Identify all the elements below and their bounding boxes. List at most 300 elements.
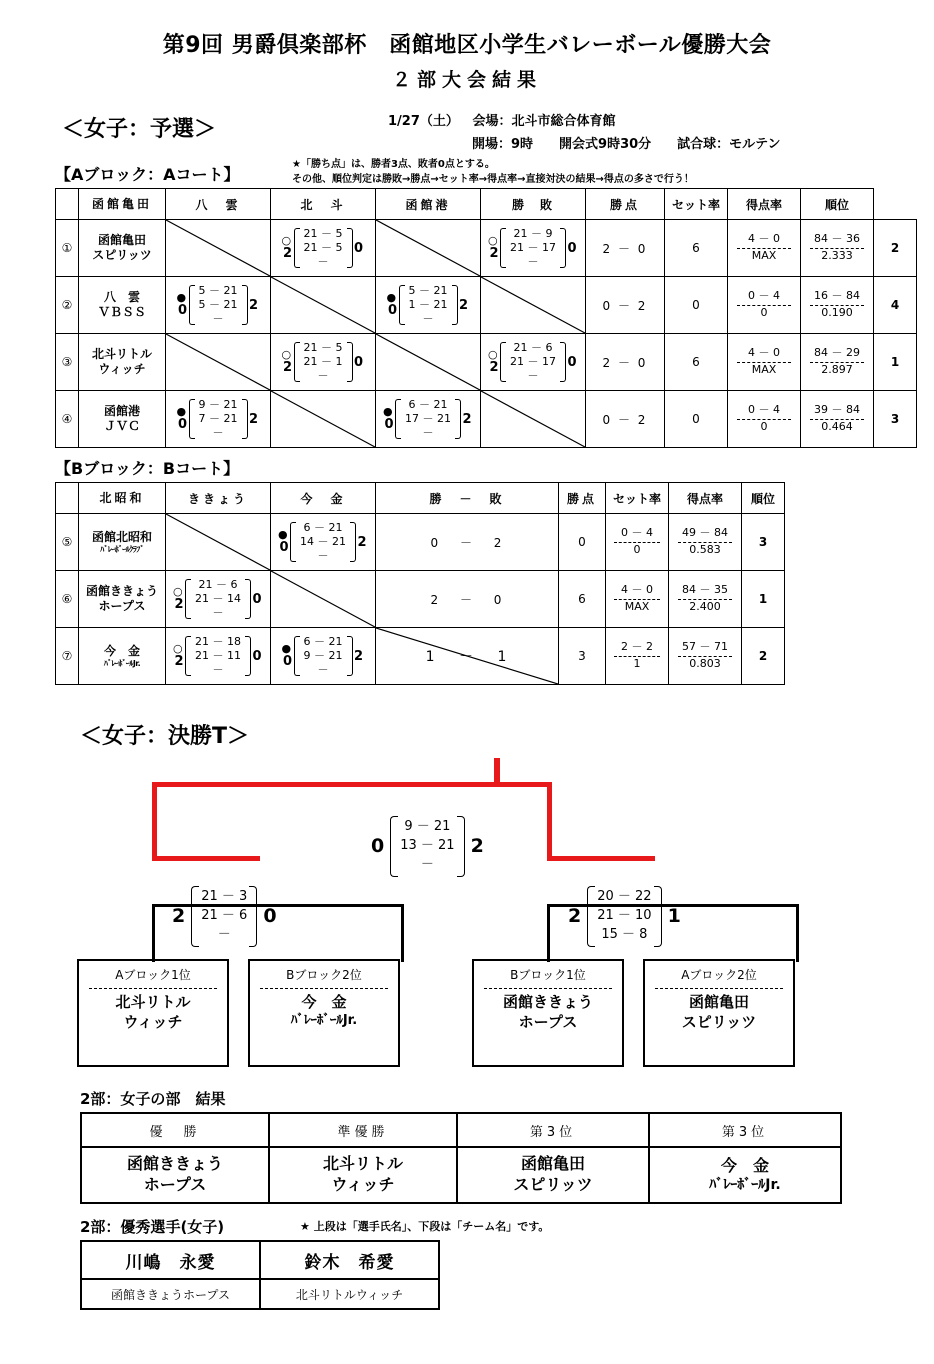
set-score-2: 21 － 1 (303, 355, 343, 369)
pointrate-top: 84 － 29 (814, 346, 860, 360)
points-value: 3 (559, 628, 606, 685)
bracket-team-name-line2: ウィッチ (123, 1012, 183, 1031)
setrate-value (606, 514, 669, 571)
col-no (56, 483, 79, 514)
row-number: ⑥ (56, 571, 79, 628)
semiright-set-2: 21 － 10 (597, 907, 652, 923)
points-value: 0 (665, 277, 728, 334)
pointrate-bottom: 2.897 (821, 363, 853, 376)
final-set-1: 9 － 21 (404, 819, 451, 834)
sets-won: 0 (279, 540, 289, 555)
block-a-table (55, 188, 917, 448)
result-mark: ○ (173, 642, 183, 655)
set-score-2: 5 － 21 (198, 298, 238, 312)
col-opponent-3: 函館港 (376, 189, 481, 220)
row-number: ④ (56, 391, 79, 448)
setrate-value (728, 277, 801, 334)
bracket-line-right-span (547, 856, 655, 861)
setrate-top: 0 － 4 (748, 289, 780, 303)
team-name (79, 334, 166, 391)
page-subtitle: ２部大会結果 (391, 69, 542, 91)
setrate-top: 0 － 4 (621, 526, 653, 540)
pointrate-top: 84 － 36 (814, 232, 860, 246)
rule-note-1: ★「勝ち点」は、勝者3点、敗者0点とする。 (292, 159, 495, 170)
results-value-3-line1: 函館亀田 (520, 1154, 585, 1174)
bracket-team-box (77, 959, 229, 1067)
sets-won: 2 (489, 360, 499, 375)
rank-value: 2 (742, 628, 785, 685)
set-scores (185, 578, 251, 619)
bracket-line-sr-r (796, 904, 799, 962)
match-cell (271, 334, 376, 391)
pointrate-bottom: 2.333 (821, 249, 853, 262)
bracket-team-name-line2: ﾊﾞﾚｰﾎﾞｰﾙJr. (290, 1012, 358, 1028)
set-score-2: 21 － 11 (195, 649, 241, 663)
match-cell-self (271, 277, 376, 334)
set-score-1: 6 － 21 (303, 521, 343, 535)
team-name-line1: 今 金 (103, 643, 140, 658)
bracket-seed: Bブロック2位 (260, 961, 388, 989)
team-name-line1: 八 雲 (103, 290, 140, 304)
bracket-team-box (643, 959, 795, 1067)
mvp-name-row (81, 1241, 439, 1279)
set-score-3: － (422, 425, 434, 439)
team-name-line1: 函館ききょう (85, 584, 158, 598)
row-number: ③ (56, 334, 79, 391)
set-score-1: 5 － 21 (408, 284, 448, 298)
set-scores (189, 284, 248, 325)
setrate-bottom: 0 (633, 543, 641, 556)
bracket-line-sl-r (401, 904, 404, 962)
sets-lost: 2 (353, 648, 364, 664)
col-opponent-2: 北 斗 (271, 189, 376, 220)
final-set-scores (390, 816, 464, 877)
set-score-3: － (212, 425, 224, 439)
results-header-4: 第3位 (649, 1113, 841, 1147)
bracket-team-name (79, 993, 227, 1032)
event-date: 1/27（土） (388, 114, 459, 129)
results-table (80, 1112, 842, 1204)
team-name-line2: ﾊﾞﾚｰﾎﾞｰﾙｸﾗﾌﾞ (100, 544, 144, 554)
set-score-3: － (317, 368, 329, 382)
result-mark: ○ (488, 234, 498, 247)
sets-won: 0 (177, 303, 188, 318)
winloss-value: 2 － 0 (586, 334, 665, 391)
set-score-3: － (212, 311, 224, 325)
set-score-1: 21 － 6 (198, 578, 238, 592)
set-score-1: 21 － 5 (303, 227, 343, 241)
semileft-left-score: 2 (172, 905, 186, 928)
sets-lost: 0 (252, 591, 262, 607)
semifinal-left-score (166, 886, 283, 947)
sets-lost: 2 (248, 297, 259, 313)
sets-lost: 0 (567, 240, 577, 256)
sets-won: 0 (177, 417, 188, 432)
match-cell-self (481, 277, 586, 334)
col-points: 勝点 (559, 483, 606, 514)
bracket-team-name (645, 993, 793, 1032)
col-points: 勝点 (586, 189, 665, 220)
bracket-line-sr-l (547, 904, 550, 962)
set-score-1: 21 － 18 (195, 635, 241, 649)
sets-lost: 0 (353, 240, 364, 256)
sets-won: 2 (282, 246, 293, 261)
team-name (79, 628, 166, 685)
match-cell-self (166, 514, 271, 571)
points-value: 6 (665, 220, 728, 277)
match-cell (166, 391, 271, 448)
sets-lost: 2 (462, 411, 472, 427)
pointrate-top: 57 － 71 (682, 640, 728, 654)
results-header-row (81, 1113, 841, 1147)
semileft-set-scores (191, 886, 257, 947)
team-name (79, 220, 166, 277)
team-name-line1: 北斗リトル (91, 347, 152, 361)
set-score-3: － (317, 548, 329, 562)
set-score-1: 21 － 9 (513, 227, 553, 241)
set-score-2: 21 － 14 (195, 592, 241, 606)
table-row (56, 277, 917, 334)
sets-lost: 0 (353, 354, 364, 370)
row-number: ① (56, 220, 79, 277)
results-value-1 (81, 1147, 269, 1203)
match-cell (166, 571, 271, 628)
table-row (56, 334, 917, 391)
pointrate-bottom: 0.190 (821, 306, 853, 319)
setrate-value (728, 220, 801, 277)
bracket-team-name-line1: 函館亀田 (688, 993, 749, 1011)
match-cell (271, 514, 376, 571)
setrate-top: 4 － 0 (748, 346, 780, 360)
sets-won: 0 (384, 417, 394, 432)
winloss-value: 0 － 2 (376, 514, 559, 571)
sets-lost: 0 (567, 354, 577, 370)
results-header-1: 優 勝 (81, 1113, 269, 1147)
sets-lost: 0 (252, 648, 262, 664)
table-row (56, 514, 785, 571)
semiright-set-1: 20 － 22 (597, 889, 652, 904)
match-cell (376, 391, 481, 448)
points-value: 6 (559, 571, 606, 628)
semiright-right-score: 1 (667, 905, 681, 928)
winloss-value: 0 － 2 (586, 277, 665, 334)
rank-value: 3 (742, 514, 785, 571)
results-value-2-line1: 北斗リトル (322, 1154, 403, 1174)
results-value-row (81, 1147, 841, 1203)
bracket-team-name-line2: ホープス (518, 1012, 578, 1031)
setrate-bottom: 0 (760, 306, 768, 319)
pointrate-bottom: 0.803 (689, 657, 721, 670)
block-b-table (55, 482, 785, 685)
setrate-top: 2 － 2 (621, 640, 653, 654)
sets-won: 2 (489, 246, 499, 261)
bracket-team-box (472, 959, 624, 1067)
pointrate-value (801, 391, 874, 448)
results-value-4 (649, 1147, 841, 1203)
set-scores (294, 341, 353, 382)
set-scores (294, 227, 353, 268)
semiright-set-scores (587, 886, 661, 947)
pointrate-top: 39 － 84 (814, 403, 860, 417)
setrate-value (606, 571, 669, 628)
results-title: 2部：女子の部 結果 (80, 1090, 226, 1108)
col-rank: 順位 (801, 189, 874, 220)
set-score-2: 21 － 5 (303, 241, 343, 255)
results-header-3: 第3位 (457, 1113, 649, 1147)
col-opponent-1: ききょう (166, 483, 271, 514)
team-name-line2: ＶＢＳＳ (97, 305, 146, 319)
set-scores (399, 284, 458, 325)
block-a-label: 【Aブロック：Aコート】 (55, 165, 240, 184)
rule-note-2: その他、順位判定は勝敗→勝点→セット率→得点率→直接対決の結果→得点の多さで行う！ (292, 173, 694, 185)
team-name-line1: 函館亀田 (97, 233, 146, 247)
table-row (56, 628, 785, 685)
pointrate-bottom: 0.464 (821, 420, 853, 433)
col-team: 函館亀田 (79, 189, 166, 220)
match-cell (271, 220, 376, 277)
pointrate-value (669, 514, 742, 571)
results-value-2 (269, 1147, 457, 1203)
set-scores (500, 341, 566, 382)
table-header-row (56, 483, 785, 514)
bracket-team-name-line1: 函館ききょう (502, 993, 593, 1011)
match-cell (166, 277, 271, 334)
col-opponent-1: 八 雲 (166, 189, 271, 220)
result-mark: ○ (281, 234, 292, 247)
bracket-team-name-line2: スピリッツ (681, 1012, 757, 1031)
final-set-2: 13 － 21 (400, 837, 455, 853)
set-scores (185, 635, 251, 676)
page-title: 第9回 男爵倶楽部杯 函館地区小学生バレーボール優勝大会 (162, 33, 772, 58)
set-score-2: 21 － 17 (510, 241, 556, 255)
set-score-1: 9 － 21 (198, 398, 238, 412)
result-mark: ○ (488, 348, 498, 361)
venue-info (388, 110, 781, 157)
event-times: 開場：9時 開会式9時30分 試合球：モルテン (472, 137, 781, 153)
set-score-3: － (422, 311, 434, 325)
match-cell-self (166, 220, 271, 277)
setrate-value (728, 391, 801, 448)
row-number: ⑤ (56, 514, 79, 571)
result-mark: ● (383, 405, 393, 418)
set-scores (294, 635, 353, 676)
semileft-set-3: － (217, 926, 231, 942)
sets-won: 2 (174, 654, 184, 669)
table-row (56, 220, 917, 277)
winloss-value: 0 － 2 (586, 391, 665, 448)
set-scores (189, 398, 248, 439)
mvp-table (80, 1240, 440, 1310)
final-left-score: 0 (371, 835, 385, 858)
set-score-1: 21 － 6 (513, 341, 553, 355)
row-number: ⑦ (56, 628, 79, 685)
results-value-3 (457, 1147, 649, 1203)
rank-value: 1 (874, 334, 917, 391)
team-name-line2: ﾊﾞﾚｰﾎﾞｰﾙJr. (103, 658, 141, 668)
winloss-diagonal-cell (376, 628, 559, 685)
pointrate-top: 16 － 84 (814, 289, 860, 303)
sets-won: 2 (174, 597, 184, 612)
semiright-set-3: 15 － 8 (601, 926, 648, 942)
set-score-1: 21 － 5 (303, 341, 343, 355)
team-name (79, 571, 166, 628)
col-setrate: セット率 (606, 483, 669, 514)
col-pointrate: 得点率 (669, 483, 742, 514)
semifinal-right-score (562, 886, 687, 947)
results-value-1-line2: ホープス (143, 1175, 207, 1194)
result-mark: ○ (173, 585, 183, 598)
results-value-3-line2: スピリッツ (513, 1175, 593, 1194)
semileft-set-2: 21 － 6 (201, 907, 248, 923)
final-right-score: 2 (470, 835, 484, 858)
pointrate-value (669, 628, 742, 685)
final-score (365, 816, 490, 877)
sets-lost: 2 (248, 411, 259, 427)
set-score-2: 9 － 21 (303, 649, 343, 663)
results-value-1-line1: 函館ききょう (126, 1154, 223, 1174)
setrate-bottom: 1 (633, 657, 641, 670)
col-rank: 順位 (742, 483, 785, 514)
set-score-2: 7 － 21 (198, 412, 238, 426)
team-name-line2: ウィッチ (98, 362, 146, 376)
pointrate-bottom: 0.583 (689, 543, 721, 556)
table-header-row (56, 189, 917, 220)
setrate-bottom: MAX (751, 363, 777, 376)
bracket-line-left-span (152, 856, 260, 861)
rank-value: 2 (874, 220, 917, 277)
set-score-2: 21 － 17 (510, 355, 556, 369)
team-name-line1: 函館港 (103, 404, 140, 418)
pointrate-top: 49 － 84 (682, 526, 728, 540)
pointrate-value (669, 571, 742, 628)
set-scores (500, 227, 566, 268)
semiright-left-score: 2 (568, 905, 582, 928)
points-value: 0 (559, 514, 606, 571)
set-score-3: － (317, 254, 329, 268)
match-cell-self (271, 391, 376, 448)
set-score-3: － (527, 254, 539, 268)
setrate-top: 0 － 4 (748, 403, 780, 417)
pointrate-value (801, 334, 874, 391)
event-venue: 会場：北斗市総合体育館 (472, 114, 616, 129)
set-scores (395, 398, 461, 439)
col-no (56, 189, 79, 220)
bracket-line-left-down (152, 782, 157, 860)
results-value-4-line2: ﾊﾞﾚｰﾎﾞｰﾙJr. (709, 1177, 781, 1194)
points-value: 0 (665, 391, 728, 448)
winloss-value: 1 － 1 (425, 649, 509, 665)
setrate-bottom: 0 (760, 420, 768, 433)
mvp-player-name: 鈴木 希愛 (260, 1241, 439, 1279)
setrate-top: 4 － 0 (621, 583, 653, 597)
semileft-set-1: 21 － 3 (201, 889, 248, 904)
sets-lost: 2 (357, 534, 367, 550)
set-score-3: － (317, 662, 329, 676)
col-pointrate: 得点率 (728, 189, 801, 220)
bracket-team-name-line1: 今 金 (301, 993, 347, 1011)
winloss-value: 2 － 0 (376, 571, 559, 628)
match-cell (481, 334, 586, 391)
col-team: 北昭和 (79, 483, 166, 514)
pointrate-bottom: 2.400 (689, 600, 721, 613)
rank-value: 3 (874, 391, 917, 448)
col-winloss: 勝 敗 (481, 189, 586, 220)
bracket-line-sl-l (152, 904, 155, 962)
bracket-seed: Aブロック2位 (655, 961, 783, 989)
mvp-note: ★ 上段は「選手氏名」、下段は「チーム名」です。 (300, 1220, 550, 1233)
tournament-bracket (0, 754, 934, 1084)
match-cell-self (166, 334, 271, 391)
result-mark: ● (386, 291, 397, 304)
result-mark: ● (278, 528, 288, 541)
team-name-line2: スピリッツ (92, 248, 152, 262)
mvp-player-team: 函館ききょうホープス (81, 1279, 260, 1309)
col-setrate: セット率 (665, 189, 728, 220)
mvp-title: 2部：優秀選手(女子) (80, 1218, 225, 1236)
block-b-label: 【Bブロック：Bコート】 (55, 459, 240, 478)
setrate-top: 4 － 0 (748, 232, 780, 246)
pointrate-value (801, 277, 874, 334)
set-score-3: － (212, 662, 224, 676)
col-opponent-2: 今 金 (271, 483, 376, 514)
table-row (56, 571, 785, 628)
set-score-2: 14 － 21 (300, 535, 346, 549)
set-scores (290, 521, 356, 562)
set-score-2: 17 － 21 (405, 412, 451, 426)
set-score-3: － (527, 368, 539, 382)
team-name-line2: ＪＶＣ (103, 419, 140, 433)
table-row (56, 391, 917, 448)
sets-won: 0 (387, 303, 398, 318)
rank-value: 1 (742, 571, 785, 628)
row-number: ② (56, 277, 79, 334)
bracket-team-box (248, 959, 400, 1067)
result-mark: ● (176, 291, 187, 304)
bracket-team-name (250, 993, 398, 1029)
set-score-3: － (212, 605, 224, 619)
mvp-player-team: 北斗リトルウィッチ (260, 1279, 439, 1309)
team-name-line2: ホープス (98, 599, 146, 613)
section-title: ＜女子：予選＞ (62, 117, 217, 142)
team-name (79, 514, 166, 571)
tournament-title: ＜女子：決勝T＞ (80, 724, 250, 749)
match-cell (271, 628, 376, 685)
sets-won: 2 (282, 360, 293, 375)
points-value: 6 (665, 334, 728, 391)
block-a-notes (292, 158, 694, 187)
setrate-value (606, 628, 669, 685)
results-value-2-line2: ウィッチ (331, 1175, 395, 1194)
match-cell (376, 277, 481, 334)
pointrate-top: 84 － 35 (682, 583, 728, 597)
document-page (0, 28, 934, 1364)
match-cell-self (376, 220, 481, 277)
rank-value: 4 (874, 277, 917, 334)
bracket-seed: Aブロック1位 (89, 961, 217, 989)
bracket-team-name-line1: 北斗リトル (115, 993, 191, 1011)
set-score-1: 6 － 21 (303, 635, 343, 649)
semileft-right-score: 0 (263, 905, 277, 928)
final-set-3: － (420, 856, 434, 872)
sets-won: 0 (282, 654, 293, 669)
result-mark: ● (281, 642, 292, 655)
winloss-value: 2 － 0 (586, 220, 665, 277)
pointrate-value (801, 220, 874, 277)
bracket-line-final-top (152, 782, 552, 787)
match-cell-self (376, 334, 481, 391)
set-score-2: 1 － 21 (408, 298, 448, 312)
result-mark: ● (176, 405, 187, 418)
